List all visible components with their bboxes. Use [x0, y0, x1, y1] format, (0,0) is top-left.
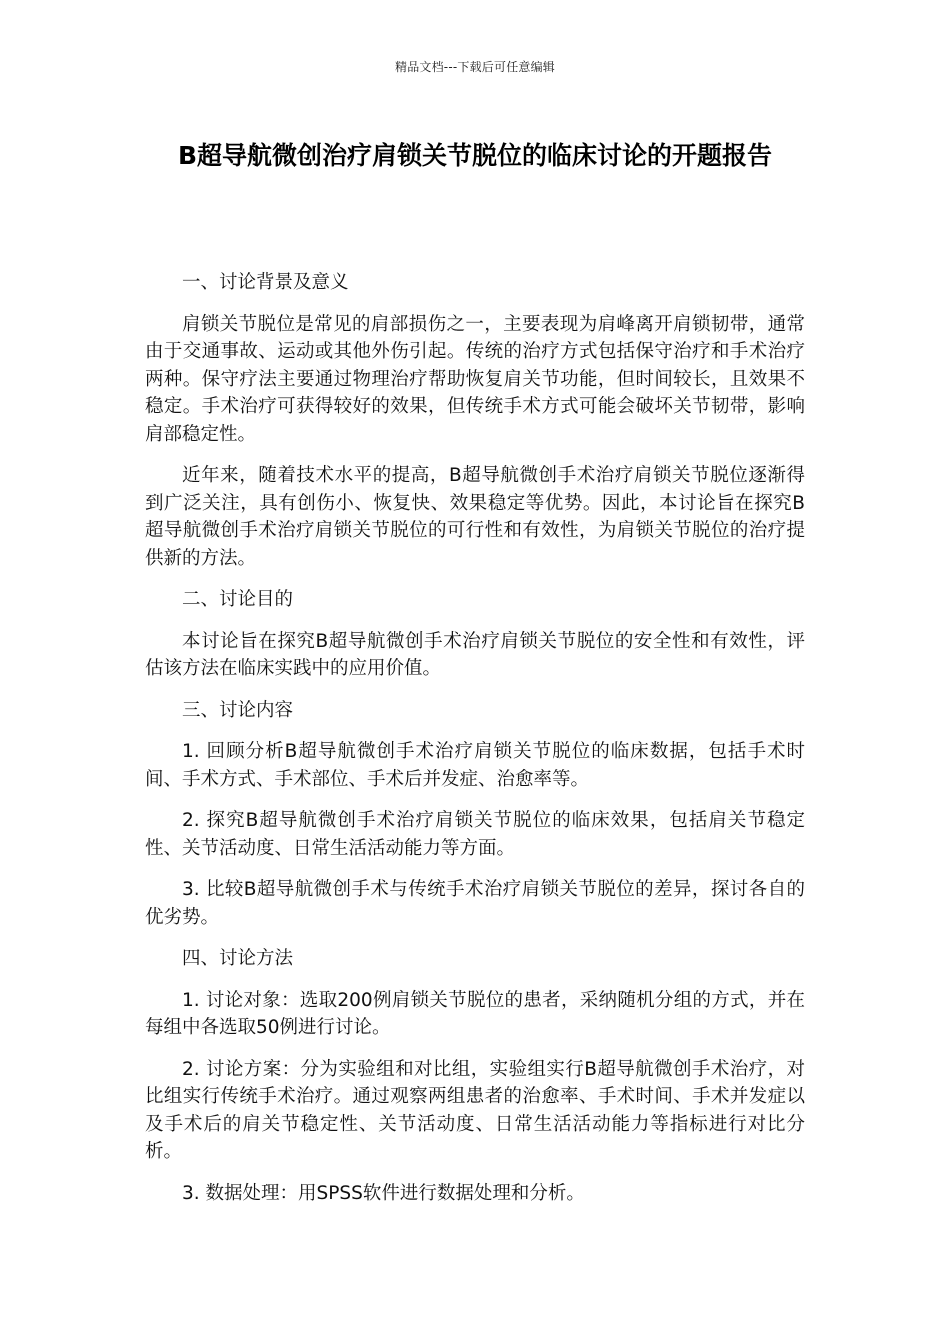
- list-item-method-2: 2. 讨论方案：分为实验组和对比组，实验组实行B超导航微创手术治疗，对比组实行传统手术治疗。通过观察两组患者的治愈率、手术时间、手术并发症以及手术后的肩关节稳定性、关节活动度、日常生活活动能力等指标进行对比分析。: [145, 1058, 805, 1162]
- document-title: B超导航微创治疗肩锁关节脱位的临床讨论的开题报告: [177, 141, 773, 170]
- paragraph-background-2: 近年来，随着技术水平的提高，B超导航微创手术治疗肩锁关节脱位逐渐得到广泛关注，具有创伤小、恢复快、效果稳定等优势。因此，本讨论旨在探究B超导航微创手术治疗肩锁关节脱位的可行性和有效性，为肩锁关节脱位的治疗提供新的方法。: [145, 465, 805, 569]
- document-body: [145, 269, 805, 1221]
- section-heading-background: 一、讨论背景及意义: [182, 272, 349, 293]
- paragraph-purpose: 本讨论旨在探究B超导航微创手术治疗肩锁关节脱位的安全性和有效性，评估该方法在临床实践中的应用价值。: [145, 630, 805, 679]
- list-item-content-3: 3. 比较B超导航微创手术与传统手术治疗肩锁关节脱位的差异，探讨各自的优劣势。: [145, 879, 805, 928]
- list-item-content-2: 2. 探究B超导航微创手术治疗肩锁关节脱位的临床效果，包括肩关节稳定性、关节活动度、日常生活活动能力等方面。: [145, 810, 805, 859]
- list-item-content-1: 1. 回顾分析B超导航微创手术治疗肩锁关节脱位的临床数据，包括手术时间、手术方式、手术部位、手术后并发症、治愈率等。: [145, 741, 805, 790]
- list-item-method-1: 1. 讨论对象：选取200例肩锁关节脱位的患者，采纳随机分组的方式，并在每组中各选取50例进行讨论。: [145, 989, 805, 1038]
- paragraph-background-1: 肩锁关节脱位是常见的肩部损伤之一，主要表现为肩峰离开肩锁韧带，通常由于交通事故、运动或其他外伤引起。传统的治疗方式包括保守治疗和手术治疗两种。保守疗法主要通过物理治疗帮助恢复肩关节功能，但时间较长，且效果不稳定。手术治疗可获得较好的效果，但传统手术方式可能会破坏关节韧带，影响肩部稳定性。: [145, 313, 805, 445]
- list-item-method-3: 3. 数据处理：用SPSS软件进行数据处理和分析。: [182, 1182, 585, 1204]
- section-heading-purpose: 二、讨论目的: [182, 589, 294, 610]
- section-heading-content: 三、讨论内容: [182, 699, 294, 721]
- section-heading-method: 四、讨论方法: [182, 948, 294, 969]
- header-note: 精品文档---下载后可任意编辑: [395, 60, 555, 74]
